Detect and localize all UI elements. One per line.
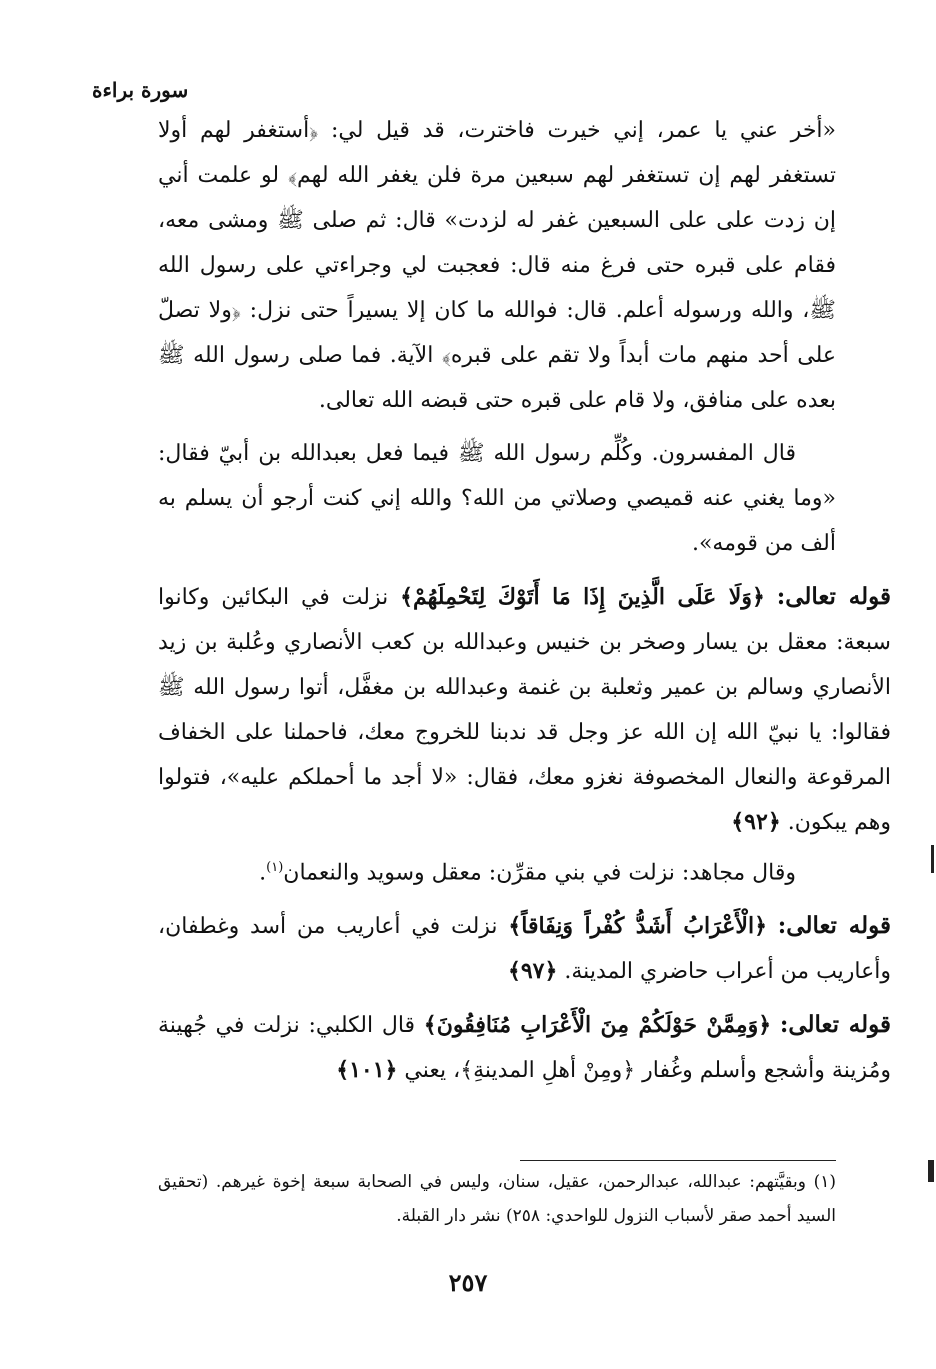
- footnote-divider: [520, 1160, 836, 1161]
- verse-lead: قوله تعالى:: [779, 1011, 892, 1039]
- verse-number: ﴿٩٢﴾: [731, 809, 781, 835]
- quran-verse: ﴿الْأَعْرَابُ أَشَدُّ كُفْراً وَنِفَاقاً﴾: [508, 913, 767, 940]
- scan-edge-mark: [928, 1160, 934, 1182]
- scan-edge-mark: [931, 845, 934, 873]
- paragraph-verse-97: [158, 903, 891, 994]
- verse-number: ﴿١٠١﴾: [336, 1057, 398, 1084]
- quran-verse: ﴿وَمِمَّنْ حَوْلَكُمْ مِنَ الْأَعْرَابِ مُنَافِقُونَ﴾: [423, 1012, 772, 1039]
- commentary-text: نزلت في البكائين وكانوا سبعة: معقل بن يسار وصخر بن خنيس وعبدالله بن كعب الأنصاري وعُلبة بن زيد الأنصاري وسالم بن عمير وثعلبة بن غنمة وعبدالله بن مغفَّل، أتوا رسول الله ﷺ فقالوا: يا نبيّ الله إن الله عز وجل قد ندبنا للخروج معك، فاحملنا على الخفاف المرقوعة والنعال المخصوفة نغزو معك، فقال: «لا أجد ما أحملكم عليه»، فتولوا وهم يبكون.: [158, 585, 891, 835]
- verse-number: ﴿٩٧﴾: [507, 958, 558, 985]
- paragraph-1: «أخر عني يا عمر، إني خيرت فاخترت، قد قيل لي: ﴿أستغفر لهم أولا تستغفر لهم إن تستغفر لهم سبعين مرة فلن يغفر الله لهم﴾ لو علمت أني إن زدت على على السبعين غفر له لزدت» قال: ثم صلى ﷺ ومشى معه، فقام على قبره حتى فرغ منه قال: فعجبت لي وجراءتي على رسول الله ﷺ، والله ورسوله أعلم. قال: فوالله ما كان إلا يسيراً حتى نزل: ﴿ولا تصلّ على أحد منهم مات أبداً ولا تقم على قبره﴾ الآية. فما صلى رسول الله ﷺ بعده على منافق، ولا قام على قبره حتى قبضه الله تعالى.: [158, 118, 836, 413]
- page-number: ٢٥٧: [448, 1268, 488, 1297]
- footnote: (١) وبقيَّتهم: عبدالله، عبدالرحمن، عقيل، سنان، وليس في الصحابة سبعة إخوة غيرهم. (تحقيق السيد أحمد صقر لأسباب النزول للواحدي: ٢٥٨) نشر دار القبلة.: [158, 1172, 836, 1226]
- commentary-text: قال الكلبي: نزلت في جُهينة ومُزينة وأشجع وأسلم وغُفار ﴿ومِنْ أهلِ المدينةِ﴾، يعني: [158, 1013, 891, 1084]
- paragraph-verse-92: [158, 574, 891, 845]
- footnote-reference: (١): [266, 860, 284, 875]
- surah-title: سورة براءة: [92, 78, 189, 102]
- verse-lead: قوله تعالى:: [776, 583, 891, 610]
- quran-verse: ﴿وَلَا عَلَى الَّذِينَ إِذَا مَا أَتَوْكَ لِتَحْمِلَهُمْ﴾: [400, 584, 765, 610]
- paragraph-mujahid: وقال مجاهد: نزلت في بني مقرِّن: معقل وسويد والنعمان$^{(١)}$.: [259, 860, 796, 886]
- running-header: [92, 78, 232, 102]
- commentary-text: نزلت في أعاريب من أسد وغطفان، وأعاريب من أعراب حاضري المدينة.: [158, 914, 891, 985]
- main-text: [158, 108, 892, 1093]
- verse-lead: قوله تعالى:: [777, 912, 891, 940]
- paragraph-2: قال المفسرون. وكُلِّم رسول الله ﷺ فيما فعل بعبدالله بن أبيّ فقال: «وما يغني عنه قميصي وصلاتي من الله؟ والله إني كنت أرجو أن يسلم به ألف من قومه».: [158, 441, 836, 556]
- commentary-text: وقال مجاهد: نزلت في بني مقرِّن: معقل وسويد والنعمان: [283, 860, 796, 886]
- paragraph-verse-101: [158, 1002, 891, 1093]
